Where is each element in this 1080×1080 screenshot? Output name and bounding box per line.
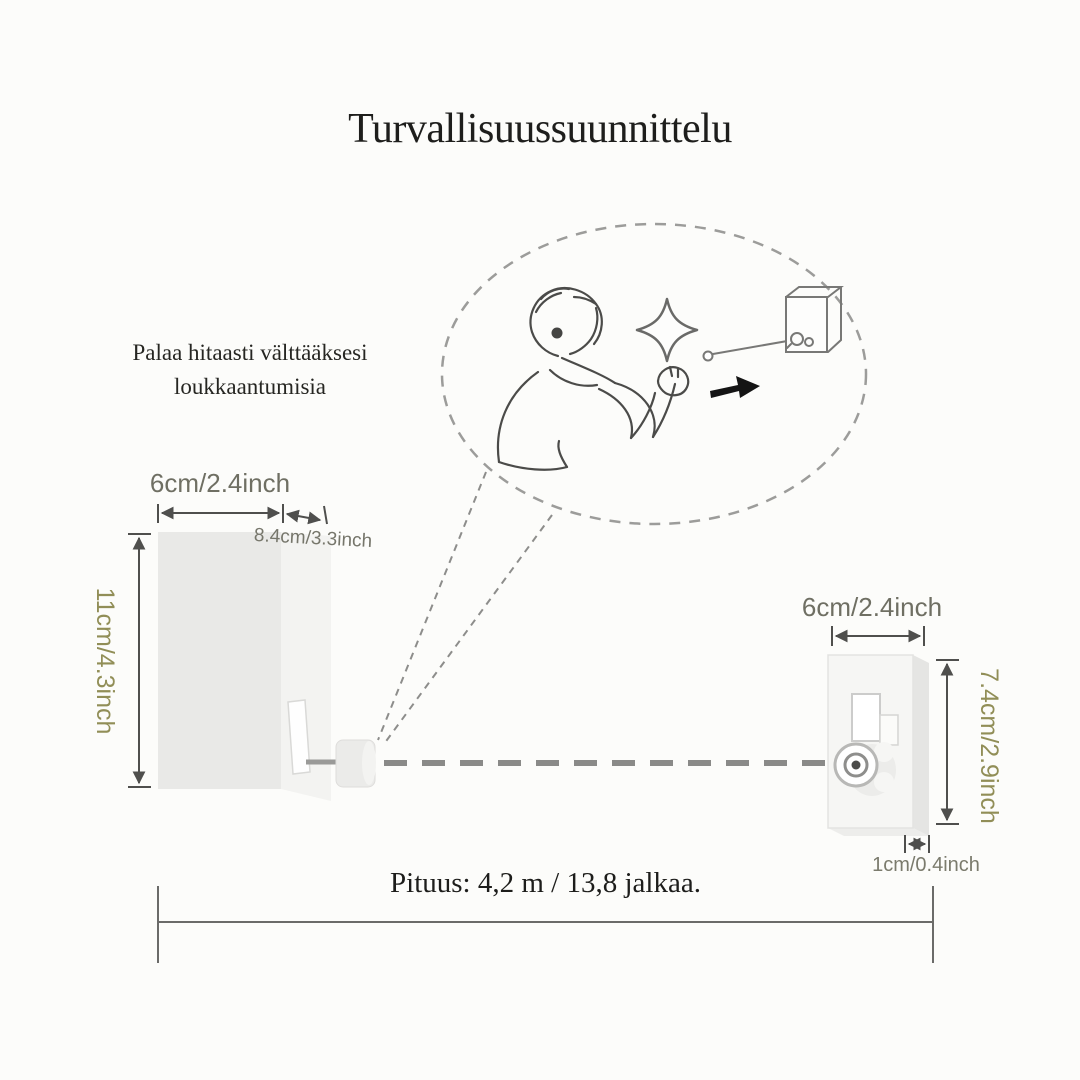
dimension-right-plate-thickness [905, 835, 929, 853]
dimension-label-right-plate-width: 6cm/2.4inch [801, 592, 943, 622]
dimension-right-plate-height [936, 660, 959, 824]
impact-star-icon [637, 299, 697, 361]
dimension-label-left-box-height: 11cm/4.3inch [91, 587, 119, 735]
dimension-label-left-box-depth: 8.4cm/3.3inch [253, 524, 373, 553]
dimension-left-box-width [158, 504, 283, 523]
safety-caption-line2: loukkaantumisia [173, 374, 327, 399]
page-title: Turvallisuussuunnittelu [348, 106, 732, 152]
retractor-device-drawing [158, 532, 376, 801]
dimension-label-right-plate-height: 7.4cm/2.9inch [975, 668, 1003, 824]
dimension-left-box-height [128, 534, 151, 787]
total-length-label: Pituus: 4,2 m / 13,8 jalkaa. [390, 867, 701, 899]
wall-plate-drawing [828, 655, 929, 836]
safety-caption-line1: Palaa hitaasti välttääksesi [132, 340, 368, 365]
safety-caption [95, 336, 405, 404]
dimension-right-plate-width [832, 626, 924, 646]
dimension-label-left-box-width: 6cm/2.4inch [149, 468, 291, 498]
dimension-left-box-depth [287, 506, 327, 524]
dimension-label-right-plate-thickness: 1cm/0.4inch [872, 854, 980, 876]
direction-arrow-icon [710, 376, 760, 398]
retractor-box-sketch [704, 287, 842, 361]
